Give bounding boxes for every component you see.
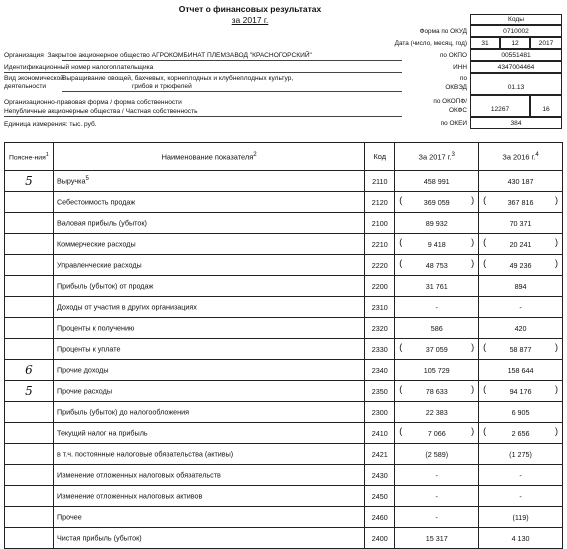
paren-l: ( [399, 426, 403, 436]
col-header-notes [5, 143, 54, 171]
row-name-text: Коммерческие расходы [56, 239, 136, 249]
date-year: 2017 [538, 40, 554, 47]
row-name [53, 507, 364, 528]
paren-r: ) [555, 195, 558, 205]
inn-line-label: Идентификационный номер налогоплательщика [4, 64, 154, 71]
row-name-text: Управленческие расходы [56, 260, 142, 270]
row-value-2016 [479, 276, 563, 297]
table-row [5, 465, 563, 486]
row-code [365, 192, 395, 213]
row-code [365, 339, 395, 360]
paren-l: ( [483, 258, 487, 268]
row-code-text: 2450 [371, 491, 388, 501]
row-name-text: Чистая прибыль (убыток) [56, 533, 142, 543]
report-period: за 2017 г. [231, 15, 269, 25]
date-year-box [530, 37, 562, 49]
row-name [53, 339, 364, 360]
row-code-text: 2350 [371, 386, 388, 396]
row-note-text: 5 [25, 174, 33, 188]
row-name-text: Прочие доходы [56, 365, 109, 375]
row-value-2017-text: 48 753 [425, 260, 448, 270]
okopf-value: 12267 [490, 106, 510, 113]
col-header-name-text: Наименование показателя [161, 152, 254, 162]
row-name [53, 192, 364, 213]
table-row [5, 318, 563, 339]
okei-value-box [470, 117, 562, 129]
paren-l: ( [399, 195, 403, 205]
row-value-2017 [395, 318, 479, 339]
okpo-label: по ОКПО [439, 52, 467, 59]
row-value-2017-text: 89 932 [425, 218, 448, 228]
okei-value: 384 [510, 120, 522, 127]
row-name-sup: 5 [85, 176, 89, 183]
row-value-2017-text: 15 317 [425, 533, 448, 543]
row-value-2016 [479, 507, 563, 528]
row-value-2017-text: - [435, 491, 438, 501]
activity-underline [62, 91, 402, 92]
table-row [5, 528, 563, 549]
row-value-2017-text: (2 589) [425, 449, 449, 459]
row-value-2016 [479, 528, 563, 549]
row-value-2017-text: 37 059 [425, 344, 448, 354]
row-name [53, 402, 364, 423]
row-code-text: 2400 [371, 533, 388, 543]
paren-l: ( [399, 258, 403, 268]
row-value-2017 [395, 486, 479, 507]
row-note [5, 297, 54, 318]
col-header-year2 [479, 143, 563, 171]
row-name-text: Прибыль (убыток) от продаж [56, 281, 154, 291]
row-code-text: 2320 [371, 323, 388, 333]
row-code [365, 486, 395, 507]
row-note [5, 444, 54, 465]
row-value-2016 [479, 402, 563, 423]
row-value-2017 [395, 528, 479, 549]
okpo-value-box [470, 49, 562, 61]
col-header-year1-sup: 3 [451, 151, 455, 159]
legal-form-value: Непубличные акционерные общества / Частная собственность [4, 108, 198, 115]
row-value-2017 [395, 444, 479, 465]
row-code-text: 2220 [371, 260, 388, 270]
row-code-text: 2100 [371, 218, 388, 228]
table-row [5, 192, 563, 213]
paren-r: ) [555, 237, 558, 247]
date-day: 31 [481, 40, 489, 47]
row-code-text: 2410 [371, 428, 388, 438]
row-value-2016-text: 20 241 [509, 239, 532, 249]
codes-header-text: Коды [508, 16, 524, 23]
row-note [5, 507, 54, 528]
row-code-text: 2310 [371, 302, 388, 312]
row-name-text: Прочее [56, 512, 82, 522]
row-value-2016 [479, 444, 563, 465]
table-row [5, 213, 563, 234]
activity-label [4, 75, 64, 90]
inn-value: 4347004464 [497, 64, 535, 71]
row-value-2017-text: - [435, 512, 438, 522]
org-line [4, 52, 312, 60]
row-name [53, 297, 364, 318]
okpo-value: 00551481 [501, 52, 531, 59]
paren-l: ( [483, 426, 487, 436]
row-value-2017-text: 586 [430, 323, 443, 333]
row-value-2016-text: 70 371 [509, 218, 532, 228]
table-row [5, 381, 563, 402]
row-code-text: 2210 [371, 239, 388, 249]
row-value-2016 [479, 213, 563, 234]
row-value-2017-text: - [435, 302, 438, 312]
table-row [5, 171, 563, 192]
legal-form-underline [4, 116, 402, 117]
row-code [365, 234, 395, 255]
row-value-2016-text: (1 275) [509, 449, 532, 459]
row-value-2016-text: (119) [512, 512, 529, 522]
row-value-2016-text: 158 644 [507, 365, 534, 375]
row-code [365, 402, 395, 423]
row-note [5, 171, 54, 192]
row-note-text: 5 [25, 384, 33, 398]
row-value-2017-text: - [435, 470, 438, 480]
row-value-2017 [395, 339, 479, 360]
row-name [53, 318, 364, 339]
row-name-text: Выручка [56, 176, 86, 186]
paren-l: ( [399, 342, 403, 352]
row-code [365, 528, 395, 549]
units-label: Единица измерения: тыс. руб. [4, 121, 97, 128]
row-note [5, 381, 54, 402]
row-note [5, 255, 54, 276]
row-value-2017-text: 7 066 [427, 428, 446, 438]
okfs-value-box [530, 95, 562, 117]
row-code [365, 423, 395, 444]
financial-results-table [4, 142, 563, 549]
row-name [53, 171, 364, 192]
col-header-name-sup: 2 [253, 151, 257, 159]
row-note [5, 339, 54, 360]
paren-r: ) [555, 258, 558, 268]
paren-l: ( [483, 237, 487, 247]
row-code-text: 2421 [371, 449, 388, 459]
okved-value-box [470, 73, 562, 95]
row-name-text: Изменение отложенных налоговых активов [56, 491, 203, 501]
row-value-2016 [479, 339, 563, 360]
okopf-label-1: по ОКОПФ/ [433, 98, 467, 105]
row-name-text: Проценты к получению [56, 323, 135, 333]
okved-value: 01.13 [507, 84, 525, 91]
row-value-2016-text: 49 236 [509, 260, 532, 270]
row-value-2017-text: 105 729 [423, 365, 450, 375]
okopf-value-box [470, 95, 530, 117]
row-value-2016 [479, 234, 563, 255]
row-code [365, 381, 395, 402]
activity-label-1: Вид экономической [4, 75, 64, 82]
col-header-code [365, 143, 395, 171]
row-value-2016-text: - [519, 491, 522, 501]
table-row [5, 360, 563, 381]
row-value-2016 [479, 465, 563, 486]
row-name-text: в т.ч. постоянные налоговые обязательства (активы) [56, 449, 234, 459]
row-code [365, 318, 395, 339]
okud-value: 0710002 [503, 28, 529, 35]
row-value-2016 [479, 255, 563, 276]
col-header-code-text: Код [373, 152, 387, 161]
row-code [365, 276, 395, 297]
row-note [5, 234, 54, 255]
row-note-text: 6 [25, 363, 33, 377]
row-note [5, 192, 54, 213]
report-title [150, 4, 350, 26]
row-code [365, 255, 395, 276]
row-code [365, 297, 395, 318]
org-label: Организация [4, 52, 44, 59]
row-value-2017 [395, 423, 479, 444]
row-code [365, 213, 395, 234]
row-name-text: Себестоимость продаж [56, 197, 136, 207]
paren-r: ) [555, 426, 558, 436]
row-value-2016-text: 58 877 [509, 344, 532, 354]
org-underline [62, 60, 402, 61]
row-value-2016-text: - [519, 470, 522, 480]
okud-label: Форма по ОКУД [419, 28, 467, 35]
row-value-2016 [479, 423, 563, 444]
col-header-year1 [395, 143, 479, 171]
row-code [365, 444, 395, 465]
row-name-text: Изменение отложенных налоговых обязательств [56, 470, 221, 480]
row-note [5, 213, 54, 234]
row-code-text: 2330 [371, 344, 388, 354]
inn-underline [4, 72, 402, 73]
table-row [5, 255, 563, 276]
okfs-value: 16 [542, 106, 550, 113]
row-note [5, 423, 54, 444]
paren-l: ( [483, 342, 487, 352]
row-name-text: Валовая прибыль (убыток) [56, 218, 147, 228]
row-name [53, 255, 364, 276]
row-value-2016 [479, 171, 563, 192]
row-note [5, 528, 54, 549]
row-name [53, 486, 364, 507]
row-name-text: Текущий налог на прибыль [56, 428, 148, 438]
okved-label-1: по [459, 75, 467, 82]
row-note [5, 360, 54, 381]
row-value-2016 [479, 486, 563, 507]
row-value-2017 [395, 276, 479, 297]
table-row [5, 276, 563, 297]
row-value-2017 [395, 171, 479, 192]
row-note [5, 465, 54, 486]
row-code-text: 2110 [372, 176, 388, 186]
inn-label: ИНН [453, 64, 467, 71]
row-value-2017-text: 31 761 [425, 281, 448, 291]
row-value-2017-text: 9 418 [427, 239, 446, 249]
row-value-2016 [479, 318, 563, 339]
row-code-text: 2300 [371, 407, 388, 417]
row-name [53, 360, 364, 381]
activity-value-2: грибов и трюфелей [132, 82, 192, 90]
row-name [53, 444, 364, 465]
row-name-text: Прочие расходы [56, 386, 113, 396]
row-value-2016 [479, 297, 563, 318]
date-day-box [470, 37, 500, 49]
table-row [5, 234, 563, 255]
row-value-2017 [395, 465, 479, 486]
paren-r: ) [471, 384, 475, 394]
table-row [5, 402, 563, 423]
row-value-2017-text: 369 059 [423, 197, 450, 207]
date-month: 12 [511, 40, 519, 47]
row-value-2017 [395, 213, 479, 234]
row-value-2016-text: 2 656 [511, 428, 530, 438]
paren-r: ) [471, 195, 475, 205]
col-header-notes-sup: 1 [45, 151, 49, 158]
activity-label-2: деятельности [4, 82, 47, 90]
row-value-2016 [479, 381, 563, 402]
report-title-text: Отчет о финансовых результатах [178, 4, 322, 14]
table-row [5, 423, 563, 444]
paren-r: ) [471, 237, 475, 247]
row-name-text: Проценты к уплате [56, 344, 121, 354]
row-value-2016-text: 420 [514, 323, 527, 333]
row-code-text: 2120 [371, 197, 388, 207]
date-month-box [500, 37, 530, 49]
row-name [53, 465, 364, 486]
row-name [53, 528, 364, 549]
paren-r: ) [471, 258, 475, 268]
row-code [365, 360, 395, 381]
row-name [53, 423, 364, 444]
row-note [5, 276, 54, 297]
org-name: Закрытое акционерное общество АГРОКОМБИНАТ ПЛЕМЗАВОД "КРАСНОГОРСКИЙ" [47, 52, 312, 59]
table-row [5, 507, 563, 528]
col-header-notes-text: Поясне-ния [9, 154, 46, 162]
paren-r: ) [471, 426, 475, 436]
paren-r: ) [555, 384, 558, 394]
row-value-2017 [395, 255, 479, 276]
row-value-2016-text: 6 905 [511, 407, 530, 417]
row-name [53, 213, 364, 234]
okopf-label-2: ОКФС [449, 107, 467, 114]
row-code-text: 2460 [371, 512, 388, 522]
row-value-2017 [395, 192, 479, 213]
row-value-2016-text: 430 187 [507, 176, 534, 186]
row-value-2017 [395, 507, 479, 528]
table-row [5, 444, 563, 465]
row-name [53, 276, 364, 297]
activity-value-1: Выращивание овощей, бахчевых, корнеплодных и клубнеплодных культур, [62, 75, 294, 82]
row-code-text: 2340 [371, 365, 388, 375]
paren-r: ) [471, 342, 475, 352]
row-note [5, 486, 54, 507]
table-body [5, 171, 563, 549]
row-value-2017-text: 458 991 [423, 176, 450, 186]
row-value-2017 [395, 297, 479, 318]
col-header-name [53, 143, 364, 171]
paren-l: ( [483, 195, 487, 205]
paren-l: ( [399, 384, 403, 394]
row-code [365, 507, 395, 528]
row-code-text: 2200 [371, 281, 388, 291]
row-code-text: 2430 [371, 470, 388, 480]
row-value-2016-text: 4 130 [511, 533, 530, 543]
table-row [5, 339, 563, 360]
table-row [5, 486, 563, 507]
row-code [365, 465, 395, 486]
paren-r: ) [555, 342, 558, 352]
row-value-2016 [479, 360, 563, 381]
row-name-text: Прибыль (убыток) до налогообложения [56, 407, 189, 417]
paren-l: ( [483, 384, 487, 394]
row-note [5, 318, 54, 339]
table-header-row [5, 143, 563, 171]
row-name-text: Доходы от участия в других организациях [56, 302, 197, 312]
table-row [5, 297, 563, 318]
row-value-2016 [479, 192, 563, 213]
okved-label-2: ОКВЭД [445, 84, 467, 91]
inn-value-box [470, 61, 562, 73]
row-value-2016-text: 94 176 [509, 386, 532, 396]
row-value-2016-text: 894 [514, 281, 527, 291]
codes-header [470, 14, 562, 25]
row-name [53, 234, 364, 255]
col-header-year2-text: За 2016 г. [502, 152, 536, 162]
row-value-2017 [395, 234, 479, 255]
okei-label: по ОКЕИ [440, 120, 467, 127]
row-value-2017 [395, 360, 479, 381]
row-code [365, 171, 395, 192]
okud-value-box [470, 25, 562, 37]
legal-form-label: Организационно-правовая форма / форма собственности [4, 99, 182, 106]
row-value-2017 [395, 381, 479, 402]
row-value-2017-text: 78 633 [425, 386, 448, 396]
activity-value [62, 75, 293, 90]
row-name [53, 381, 364, 402]
row-value-2017-text: 22 383 [425, 407, 448, 417]
row-value-2016-text: - [519, 302, 522, 312]
paren-l: ( [399, 237, 403, 247]
col-header-year1-text: За 2017 г. [418, 152, 452, 162]
col-header-year2-sup: 4 [535, 151, 539, 159]
row-note [5, 402, 54, 423]
date-label: Дата (число, месяц, год) [394, 40, 467, 47]
row-value-2017 [395, 402, 479, 423]
row-value-2016-text: 367 816 [507, 197, 534, 207]
